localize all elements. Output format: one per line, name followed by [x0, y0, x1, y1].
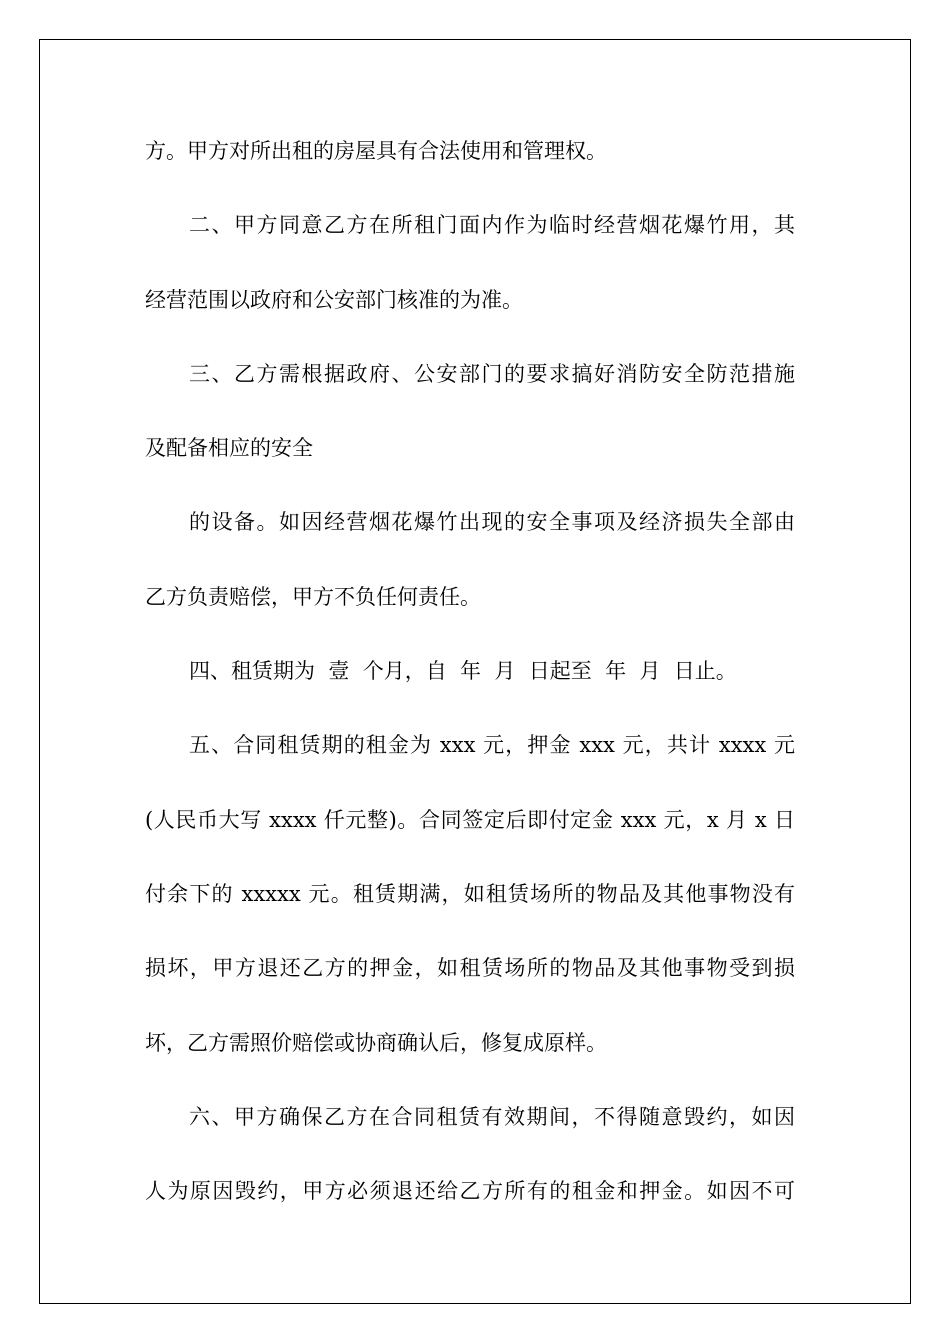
text-line-1: 方。甲方对所出租的房屋具有合法使用和管理权。 [145, 139, 607, 163]
text-line-5: 及配备相应的安全 [145, 436, 313, 461]
text-line-3: 经营范围以政府和公安部门核准的为准。 [145, 287, 523, 312]
text-line-2: 二、甲方同意乙方在所租门面内作为临时经营烟花爆竹用，其 [189, 213, 795, 238]
text-line-15: 人为原因毁约，甲方必须退还给乙方所有的租金和押金。如因不可 [145, 1179, 795, 1204]
text-line-8: 四、租赁期为 壹 个月，自 年 月 日起至 年 月 日止。 [189, 659, 737, 684]
text-line-9: 五、合同租赁期的租金为 xxx 元，押金 xxx 元，共计 xxxx 元 [189, 733, 795, 758]
text-line-11: 付余下的 xxxxx 元。租赁期满，如租赁场所的物品及其他事物没有 [145, 881, 795, 906]
text-line-6: 的设备。如因经营烟花爆竹出现的安全事项及经济损失全部由 [189, 510, 795, 535]
text-line-7: 乙方负责赔偿，甲方不负任何责任。 [145, 584, 481, 609]
text-line-14: 六、甲方确保乙方在合同租赁有效期间，不得随意毁约，如因 [189, 1104, 795, 1129]
document-body [145, 126, 795, 1240]
text-line-4: 三、乙方需根据政府、公安部门的要求搞好消防安全防范措施 [189, 361, 795, 386]
text-line-13: 坏，乙方需照价赔偿或协商确认后，修复成原样。 [145, 1030, 607, 1055]
text-line-10: (人民币大写 xxxx 仟元整)。合同签定后即付定金 xxx 元，x 月 x 日 [145, 807, 795, 832]
text-line-12: 损坏，甲方退还乙方的押金，如租赁场所的物品及其他事物受到损 [145, 956, 795, 981]
